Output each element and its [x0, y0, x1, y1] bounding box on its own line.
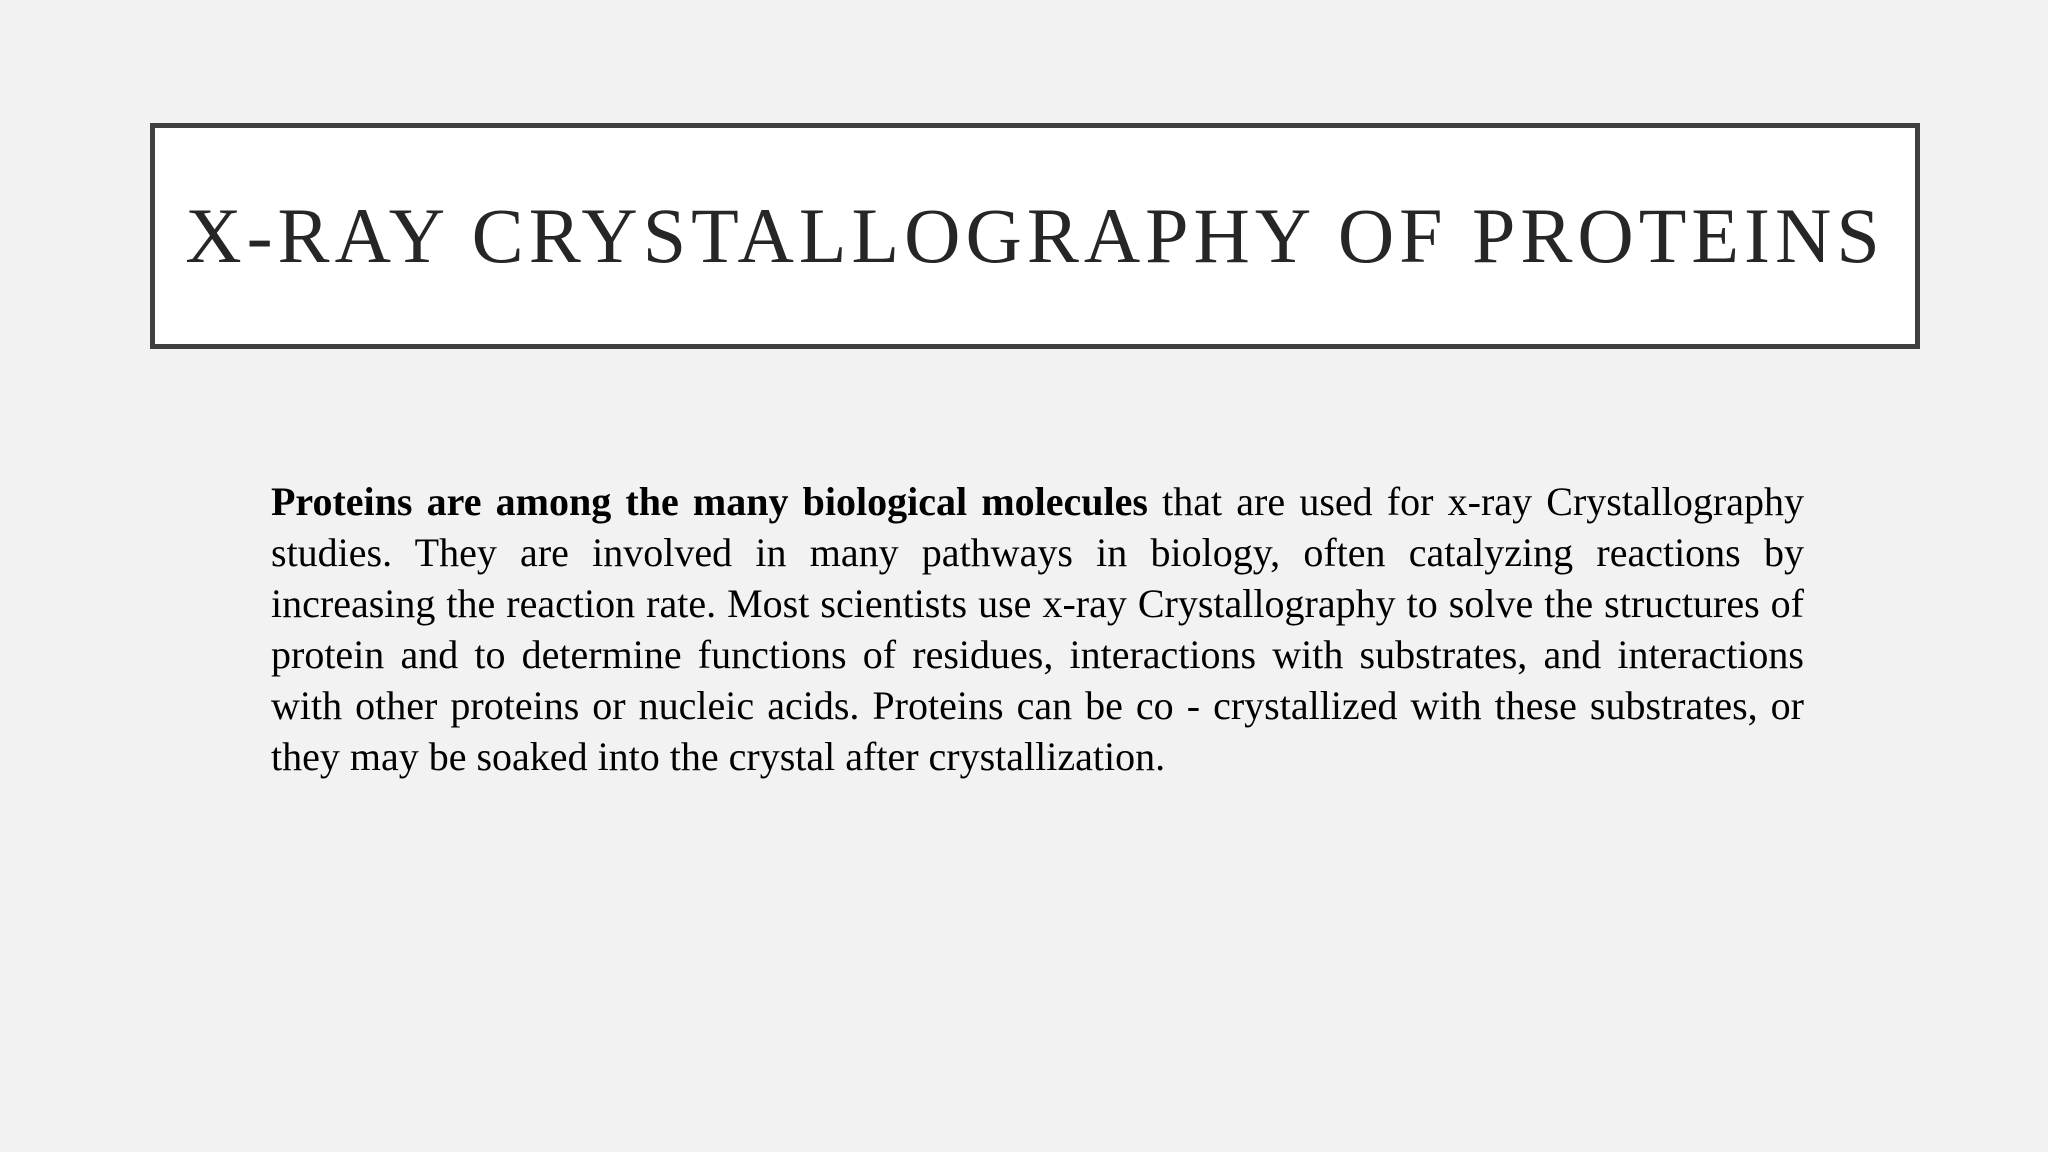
body-text-rest: that are used for x-ray Crystallography studies. They are involved in many pathways in biology, often catalyzing reactions by increasing the reaction rate. Most scientists use x-ray Crystallography to solve the structures of protein and to determine functions of residues, interactions with substrates, and interactions with other proteins or nucleic acids. Proteins can be co - crystallized with these substrates, or they may be soaked into the crystal after crystallization. — [271, 479, 1804, 779]
slide-title: X-RAY CRYSTALLOGRAPHY OF PROTEINS — [185, 192, 1885, 279]
title-box — [150, 123, 1920, 349]
body-bold-lead: Proteins are among the many biological molecules — [271, 479, 1148, 524]
body-paragraph — [271, 476, 1804, 782]
